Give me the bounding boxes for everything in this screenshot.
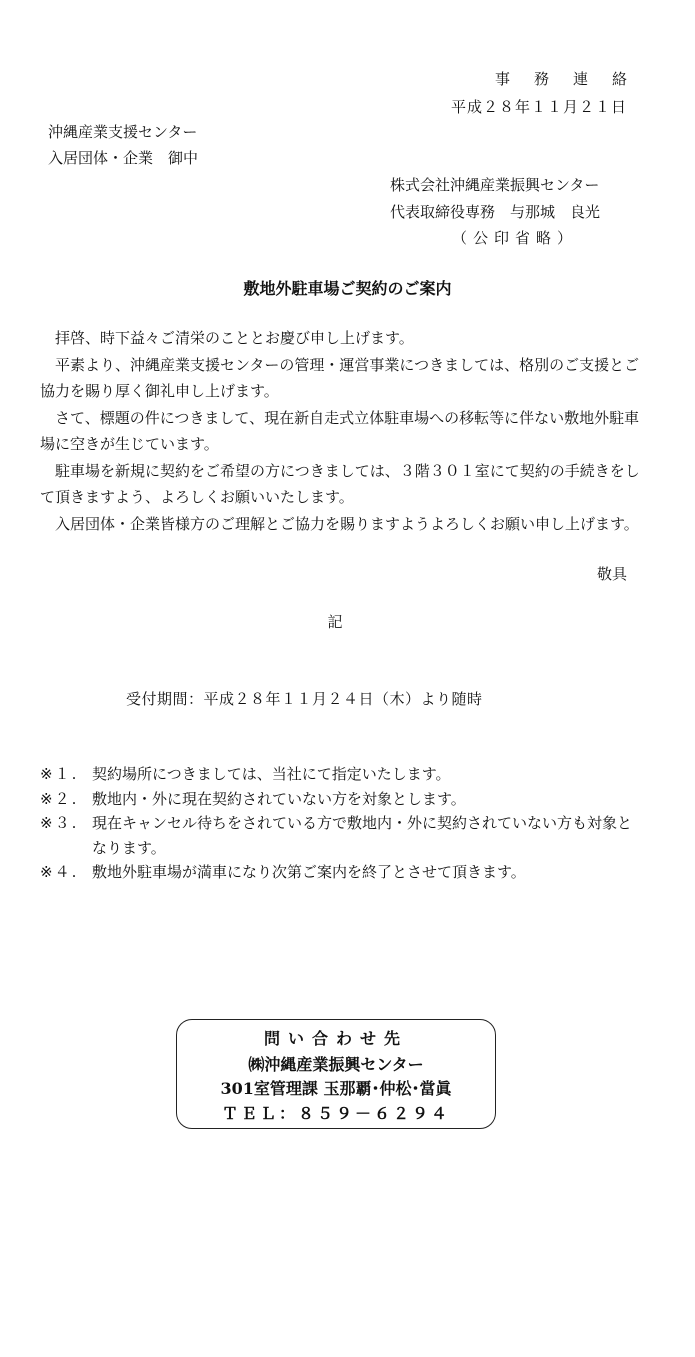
body-paragraph-thanks: 平素より、沖縄産業支援センターの管理・運営事業につきましては、格別のご支援とご協力を賜り厚く御礼申し上げます。: [40, 355, 640, 400]
note-mark: ※１.: [40, 765, 79, 783]
contact-department: 301室管理課 玉那覇･仲松･當眞: [220, 1079, 452, 1098]
document-type: 事務連絡: [494, 70, 651, 88]
contact-box: [176, 1019, 496, 1129]
contact-heading: 問い合わせ先: [263, 1029, 408, 1048]
note-mark: ※４.: [40, 863, 79, 881]
note-mark: ※２.: [40, 789, 79, 808]
addressee-organization: 沖縄産業支援センター: [48, 123, 198, 141]
note-mark: ※３.: [40, 814, 79, 832]
note-text: 現在キャンセル待ちをされている方で敷地内・外に契約されていない方も対象となります。: [92, 814, 633, 857]
addressee-recipients: 入居団体・企業 御中: [48, 149, 199, 167]
sender-representative: 代表取締役専務 与那城 良光: [390, 203, 601, 221]
reception-period: 受付期間：平成２８年１１月２４日（木）より随時: [126, 690, 483, 708]
note-text: 契約場所につきましては、当社にて指定いたします。: [92, 765, 451, 783]
notes-list: [40, 762, 640, 885]
note-text: 敷地外駐車場が満車になり次第ご案内を終了とさせて頂きます。: [92, 863, 526, 881]
body-paragraph-greeting: 拝啓、時下益々ご清栄のこととお慶び申し上げます。: [55, 329, 414, 347]
seal-omitted-note: （公印省略）: [452, 229, 579, 247]
closing-salutation: 敬具: [596, 565, 627, 583]
contact-phone: ＴＥＬ：８５９－６２９４: [221, 1104, 450, 1123]
ki-heading: 記: [327, 613, 343, 631]
note-item: [40, 811, 640, 860]
body-paragraph-subject: さて、標題の件につきまして、現在新自走式立体駐車場への移転等に伴ない敷地外駐車場に空きが生じています。: [40, 408, 640, 453]
contact-company: ㈱沖縄産業振興センター: [248, 1055, 424, 1074]
body-paragraph-request: 駐車場を新規に契約をご希望の方につきましては、３階３０１室にて契約の手続きをして頂きますよう、よろしくお願いいたします。: [40, 461, 640, 506]
letter-body: [40, 325, 640, 537]
note-text: 敷地内・外に現在契約されていない方を対象とします。: [92, 789, 466, 808]
body-paragraph-closing-request: 入居団体・企業皆様方のご理解とご協力を賜りますようよろしくお願い申し上げます。: [55, 514, 639, 533]
note-item: [40, 762, 640, 787]
sender-company: 株式会社沖縄産業振興センター: [390, 176, 600, 194]
note-item: [40, 860, 640, 885]
note-item: [40, 787, 640, 812]
document-title: 敷地外駐車場ご契約のご案内: [243, 279, 452, 298]
document-date: 平成２８年１１月２１日: [450, 98, 627, 116]
